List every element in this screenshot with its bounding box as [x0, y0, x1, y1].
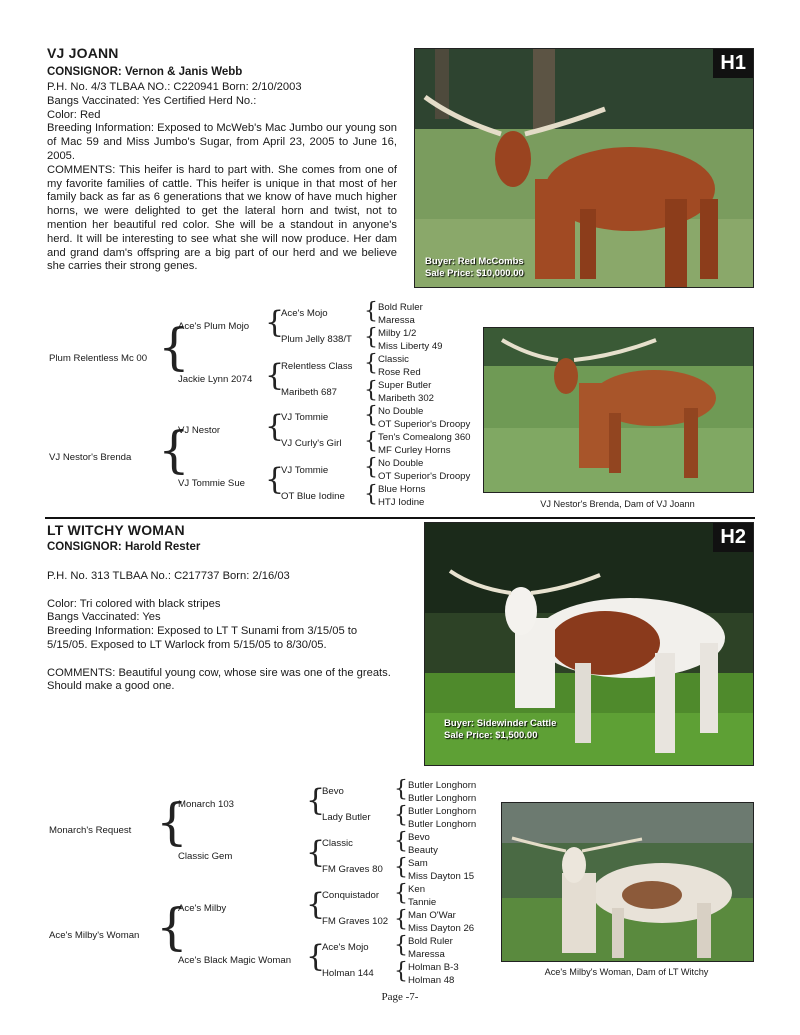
ped1-g3: Plum Jelly 838/T	[281, 334, 352, 345]
lot1-description	[47, 81, 397, 274]
ped2-brace: {	[394, 803, 408, 828]
lot1-line-breeding: Breeding Information: Exposed to McWeb's Mac Jumbo our young son of Mac 59 and Miss Jumbo's Sugar, from April 23, 2005 to June 16, 2005.	[47, 122, 397, 162]
ped1-brace: {	[364, 455, 378, 480]
ped1-brace: {	[364, 299, 378, 324]
ped1-dam-dam: VJ Tommie Sue	[178, 478, 246, 489]
lot1-badge: H1	[713, 49, 753, 78]
lot2-line-bangs: Bangs Vaccinated: Yes	[47, 611, 161, 624]
lot2-badge: H2	[713, 523, 753, 552]
ped2-g4: Sam	[408, 858, 428, 869]
section-divider	[45, 517, 755, 519]
ped1-g4: Bold Ruler	[378, 302, 423, 313]
ped1-sire: Plum Relentless Mc 00	[49, 353, 148, 364]
ped1-g4: Miss Liberty 49	[378, 341, 443, 352]
ped1-g4: Milby 1/2	[378, 328, 417, 339]
ped2-g3: Bevo	[322, 786, 344, 797]
ped1-brace: {	[364, 351, 378, 376]
ped2-g4d: Miss Dayton 26	[408, 923, 475, 934]
ped2-g4d: Ken	[408, 884, 426, 895]
ped2-g4d: Tannie	[408, 897, 437, 908]
lot2-title: LT WITCHY WOMAN	[47, 522, 185, 538]
ped2-brace: {	[394, 777, 408, 802]
ped2-brace: {	[306, 939, 326, 974]
lot2-dam-photo	[501, 802, 754, 962]
ped2-brace: {	[306, 887, 326, 922]
ped1-g3: Relentless Class	[281, 361, 353, 372]
ped1-brace: {	[265, 462, 285, 497]
ped2-brace: {	[394, 881, 408, 906]
ped1-g4d: No Double	[378, 406, 424, 417]
ped2-sire: Monarch's Request	[49, 825, 132, 836]
lot2-line-reg: P.H. No. 313 TLBAA No.: C217737 Born: 2/16/03	[47, 570, 290, 582]
ped2-g4d: Maressa	[408, 949, 445, 960]
lot2-line-blank	[47, 653, 397, 667]
ped2-g4: Butler Longhorn	[408, 780, 477, 791]
lot2-photo	[424, 522, 754, 766]
ped1-g3d: VJ Tommie	[281, 412, 329, 423]
lot2-dam-photo-image	[502, 803, 753, 961]
ped1-g4d: MF Curley Horns	[378, 445, 451, 456]
lot2-line-breeding: Breeding Information: Exposed to LT T Sunami from 3/15/05 to 5/15/05. Exposed to LT Warlock from 5/15/05 to 8/30/05.	[47, 625, 358, 651]
lot1-line-bangs: Bangs Vaccinated: Yes Certified Herd No.:	[47, 94, 257, 107]
lot2-buyer: Buyer: Sidewinder Cattle	[444, 718, 557, 729]
ped2-g4d: Bold Ruler	[408, 936, 453, 947]
ped1-g4d: OT Superior's Droopy	[378, 419, 471, 430]
ped2-g4d: Holman B-3	[408, 962, 459, 973]
ped1-g4: Maressa	[378, 315, 415, 326]
ped1-g4d: Ten's Comealong 360	[378, 432, 471, 443]
lot1-line-comments: COMMENTS: This heifer is hard to part with. She comes from one of my favorite families of cattle. This heifer is unique in that most of her family back as far as 6 generations that we know of have much higher horns, we were delighted to get the lateral horn and twist, not to mention her beautiful red color. She will be a standout in anyone's herd. It will be interesting to see what she will now produce. Her dam and grand dam's offspring are a big part of our herd and we believe she carries their strong genes.	[47, 163, 397, 273]
ped2-g4d: Holman 48	[408, 975, 455, 986]
lot1-photo	[414, 48, 754, 288]
ped1-brace: {	[364, 403, 378, 428]
ped2-g4: Miss Dayton 15	[408, 871, 475, 882]
ped2-brace: {	[156, 793, 188, 851]
ped1-g4d: Blue Horns	[378, 484, 426, 495]
lot1-consignor: CONSIGNOR: Vernon & Janis Webb	[47, 66, 243, 78]
lot2-sale-price: Sale Price: $1,500.00	[444, 730, 538, 741]
ped2-brace: {	[394, 829, 408, 854]
ped1-brace: {	[158, 421, 190, 479]
ped2-g3d: Conquistador	[322, 890, 380, 901]
ped2-brace: {	[394, 959, 408, 984]
ped1-g4: Super Butler	[378, 380, 432, 391]
lot1-dam-photo	[483, 327, 754, 493]
ped1-g4: Classic	[378, 354, 409, 365]
lot1-dam-caption: VJ Nestor's Brenda, Dam of VJ Joann	[540, 499, 695, 509]
ped2-sire-dam: Classic Gem	[178, 851, 233, 862]
ped2-g4: Butler Longhorn	[408, 819, 477, 830]
ped1-g4d: HTJ Iodine	[378, 497, 425, 508]
lot1-line-color: Color: Red	[47, 108, 101, 121]
ped2-g3: FM Graves 80	[322, 864, 383, 875]
ped2-brace: {	[306, 783, 326, 818]
lot2-consignor: CONSIGNOR: Harold Rester	[47, 541, 201, 553]
ped1-dam: VJ Nestor's Brenda	[49, 452, 132, 463]
ped2-g4: Beauty	[408, 845, 438, 856]
ped1-g3d: VJ Tommie	[281, 465, 329, 476]
ped2-brace: {	[394, 907, 408, 932]
ped2-brace: {	[394, 933, 408, 958]
ped2-g4: Bevo	[408, 832, 430, 843]
ped2-g4d: Man O'War	[408, 910, 456, 921]
ped2-g3d: Holman 144	[322, 968, 374, 979]
lot1-buyer: Buyer: Red McCombs	[425, 256, 524, 267]
ped1-brace: {	[265, 358, 285, 393]
lot2-dam-caption: Ace's Milby's Woman, Dam of LT Witchy	[544, 967, 709, 977]
ped1-g3d: OT Blue Iodine	[281, 491, 345, 502]
ped2-sire-sire: Monarch 103	[178, 799, 234, 810]
ped1-brace: {	[364, 378, 378, 403]
lot2-line-color: Color: Tri colored with black stripes	[47, 597, 221, 610]
ped2-brace: {	[394, 855, 408, 880]
ped2-brace: {	[306, 835, 326, 870]
ped2-g3d: Ace's Mojo	[322, 942, 369, 953]
ped1-brace: {	[265, 409, 285, 444]
ped1-brace: {	[364, 429, 378, 454]
lot1-photo-image	[415, 49, 753, 287]
lot2-description	[47, 570, 397, 694]
ped1-brace: {	[265, 305, 285, 340]
ped2-g4: Butler Longhorn	[408, 793, 477, 804]
lot1-line-reg: P.H. No. 4/3 TLBAA NO.: C220941 Born: 2/10/2003	[47, 81, 302, 93]
ped2-dam-sire: Ace's Milby	[178, 903, 227, 914]
ped1-g4d: OT Superior's Droopy	[378, 471, 471, 482]
ped1-g3: Maribeth 687	[281, 387, 337, 398]
ped2-dam-dam: Ace's Black Magic Woman	[178, 955, 292, 966]
ped1-g4: Maribeth 302	[378, 393, 434, 404]
ped1-brace: {	[158, 318, 190, 376]
ped2-g3: Lady Butler	[322, 812, 371, 823]
ped2-brace: {	[156, 898, 188, 956]
ped1-g3: Ace's Mojo	[281, 308, 328, 319]
ped1-brace: {	[364, 482, 378, 507]
ped1-sire-sire: Ace's Plum Mojo	[178, 321, 250, 332]
lot2-line-blank	[47, 584, 397, 598]
ped2-dam: Ace's Milby's Woman	[49, 930, 140, 941]
ped2-g4: Butler Longhorn	[408, 806, 477, 817]
ped2-g3: Classic	[322, 838, 353, 849]
ped1-dam-sire: VJ Nestor	[178, 425, 221, 436]
page-number: Page -7-	[381, 991, 419, 1003]
ped2-g3d: FM Graves 102	[322, 916, 389, 927]
ped1-sire-dam: Jackie Lynn 2074	[178, 374, 253, 385]
ped1-brace: {	[364, 325, 378, 350]
ped1-g3d: VJ Curly's Girl	[281, 438, 342, 449]
lot1-sale-price: Sale Price: $10,000.00	[425, 268, 524, 279]
ped1-g4d: No Double	[378, 458, 424, 469]
lot1-dam-photo-image	[484, 328, 753, 492]
ped1-g4: Rose Red	[378, 367, 421, 378]
lot2-line-comments: COMMENTS: Beautiful young cow, whose sire was one of the greats. Should make a good one.	[47, 666, 391, 693]
lot1-title: VJ JOANN	[47, 45, 119, 61]
